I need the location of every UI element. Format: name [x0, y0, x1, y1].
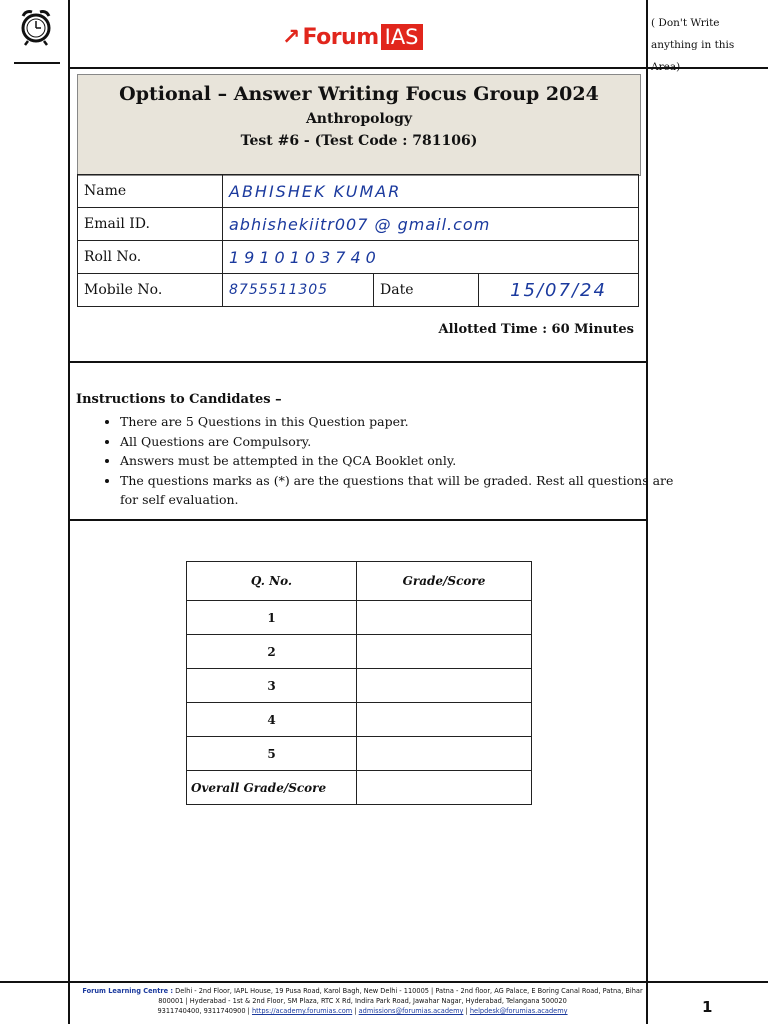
instructions-list [76, 412, 686, 510]
test-title-box [77, 74, 641, 176]
section-divider-1 [68, 361, 648, 363]
qno-cell: 1 [187, 601, 357, 635]
candidate-info-table [77, 174, 639, 307]
name-label: Name [78, 175, 223, 208]
table-row [187, 737, 532, 771]
name-value: ABHISHEK KUMAR [229, 181, 402, 201]
footer-website-link[interactable]: https://academy.forumias.com [251, 1007, 353, 1015]
forumias-logo [282, 22, 423, 52]
page-number: 1 [702, 998, 713, 1016]
alarm-clock-icon [18, 6, 54, 46]
qno-cell: 5 [187, 737, 357, 771]
mobile-row [78, 274, 639, 307]
email-row [78, 208, 639, 241]
footer-phones: 9311740400, 9311740900 | [157, 1007, 250, 1015]
grade-table-header [187, 562, 532, 601]
logo-ias-text: IAS [381, 24, 423, 50]
col-grade-header: Grade/Score [357, 562, 532, 601]
instruction-item: • Answers must be attempted in the QCA Booklet only. [120, 451, 686, 471]
score-cell[interactable] [357, 703, 532, 737]
overall-label: Overall Grade/Score [187, 771, 357, 805]
table-row [187, 669, 532, 703]
allotted-time: Allotted Time : 60 Minutes [438, 322, 634, 337]
table-row [187, 703, 532, 737]
footer-helpdesk-email[interactable]: helpdesk@forumias.academy [469, 1007, 568, 1015]
test-title: Optional – Answer Writing Focus Group 2024 [119, 83, 599, 105]
roll-value: 1910103740 [229, 247, 381, 267]
roll-label: Roll No. [78, 241, 223, 274]
clock-underline [14, 62, 60, 64]
dont-write-note: ( Don't Write anything in this Area) [651, 17, 735, 73]
right-margin-line [646, 0, 648, 1024]
instruction-item: • All Questions are Compulsory. [120, 432, 686, 452]
left-margin-line [68, 0, 70, 1024]
date-value: 15/07/24 [510, 279, 607, 301]
col-qno-header: Q. No. [187, 562, 357, 601]
instruction-item: • The questions marks as (*) are the questions that will be graded. Rest all questions are for self evaluation. [120, 471, 686, 510]
qno-cell: 2 [187, 635, 357, 669]
instruction-item: • There are 5 Questions in this Question paper. [120, 412, 686, 432]
date-field[interactable] [479, 274, 639, 307]
footer-addresses: Delhi - 2nd Floor, IAPL House, 19 Pusa Road, Karol Bagh, New Delhi - 110005 | Patna - 2nd floor, AG Palace, E Boring Canal Road, Patna, Bihar 800001 | Hyderabad - 1st & 2nd Floor, SM Plaza, RTC X Rd, Indira Park Road, Jawahar Nagar, Hyderabad, Telangana 500020 [158, 987, 643, 1005]
score-cell[interactable] [357, 635, 532, 669]
name-field[interactable] [223, 175, 639, 208]
grade-table [186, 561, 532, 805]
overall-row [187, 771, 532, 805]
mobile-field[interactable] [223, 274, 374, 307]
email-field[interactable] [223, 208, 639, 241]
score-cell[interactable] [357, 669, 532, 703]
mobile-value: 8755511305 [229, 282, 329, 298]
qno-cell: 3 [187, 669, 357, 703]
section-divider-2 [68, 519, 648, 521]
footer-admissions-email[interactable]: admissions@forumias.academy [358, 1007, 464, 1015]
table-row [187, 635, 532, 669]
footer-brand: Forum Learning Centre : [82, 987, 174, 995]
test-subject: Anthropology [305, 111, 413, 127]
mobile-label: Mobile No. [78, 274, 223, 307]
footer-divider [0, 981, 768, 983]
roll-row [78, 241, 639, 274]
instructions-heading: Instructions to Candidates – [76, 392, 282, 407]
footer-address: Forum Learning Centre : Delhi - 2nd Floor, IAPL House, 19 Pusa Road, Karol Bagh, New Delhi - 110005 | Patna - 2nd floor, AG Palace, E Boring Canal Road, Patna, Bihar 800001 | Hyderabad - 1st & 2nd Floor, SM Plaza, RTC X Rd, Indira Park Road, Jawahar Nagar, Hyderabad, Telangana 500020 9311740400, 9311740900 | https://academy.forumias.com | admissions@forumias.academy | helpdesk@forumias.academy [82, 987, 643, 1015]
name-row [78, 175, 639, 208]
logo-arrow-icon: ↗ [282, 24, 301, 50]
roll-field[interactable] [223, 241, 639, 274]
test-code: Test #6 - (Test Code : 781106) [240, 133, 478, 149]
score-cell[interactable] [357, 601, 532, 635]
email-value: abhishekiitr007 @ gmail.com [229, 214, 491, 234]
logo-forum-text: Forum [302, 24, 379, 50]
date-label: Date [374, 274, 479, 307]
qno-cell: 4 [187, 703, 357, 737]
score-cell[interactable] [357, 737, 532, 771]
email-label: Email ID. [78, 208, 223, 241]
overall-score-cell[interactable] [357, 771, 532, 805]
table-row [187, 601, 532, 635]
